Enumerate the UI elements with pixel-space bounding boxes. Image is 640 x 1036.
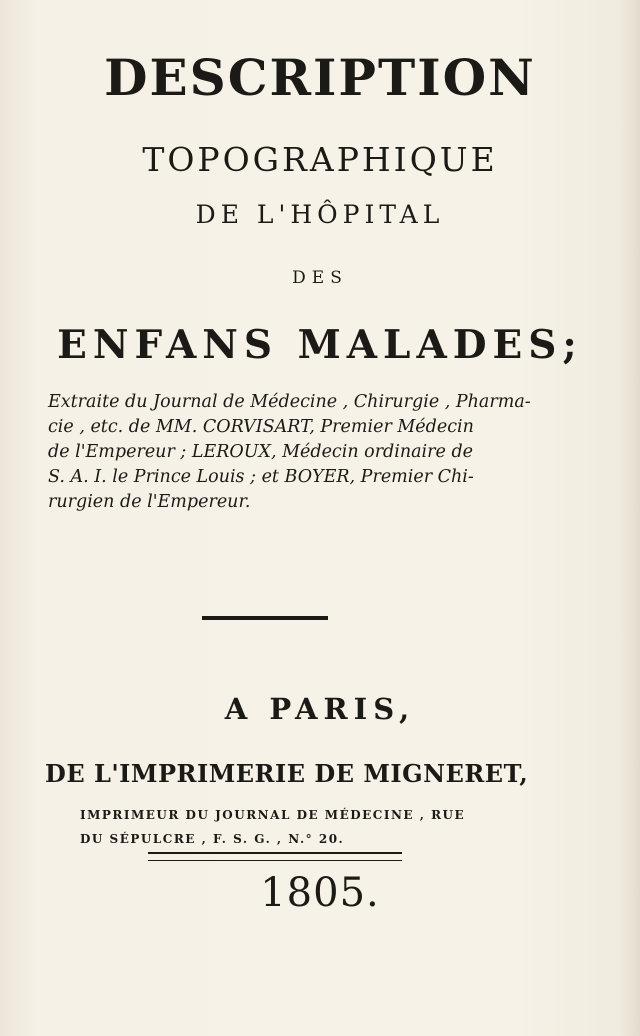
imprint-printer: DE L'IMPRIMERIE DE MIGNERET, — [45, 759, 529, 788]
double-rule — [148, 852, 402, 861]
imprint-address-line-2: DU SÉPULCRE , F. S. G. , N.° 20. — [80, 832, 345, 846]
extract-line-1: Extraite du Journal de Médecine , Chirurgie , Pharma- — [48, 392, 531, 412]
imprint-address — [80, 803, 620, 851]
extract-attribution — [48, 390, 628, 515]
title-subtitle: TOPOGRAPHIQUE — [142, 140, 498, 179]
title-main: DESCRIPTION — [104, 48, 536, 107]
separator-rule — [202, 616, 328, 620]
imprint-year: 1805. — [260, 870, 380, 916]
extract-line-5: rurgien de l'Empereur. — [48, 492, 251, 512]
title-enfans-malades: ENFANS MALADES; — [57, 322, 583, 368]
imprint-address-line-1: IMPRIMEUR DU JOURNAL DE MÉDECINE , RUE — [80, 808, 466, 822]
title-de-l-hopital: DE L'HÔPITAL — [195, 200, 445, 229]
extract-line-4: S. A. I. le Prince Louis ; et BOYER, Premier Chi- — [48, 467, 474, 487]
imprint-place: A PARIS, — [224, 692, 416, 726]
title-des: DES — [292, 268, 348, 288]
extract-line-3: de l'Empereur ; LEROUX, Médecin ordinaire de — [48, 442, 473, 462]
extract-line-2: cie , etc. de MM. CORVISART, Premier Médecin — [48, 417, 474, 437]
